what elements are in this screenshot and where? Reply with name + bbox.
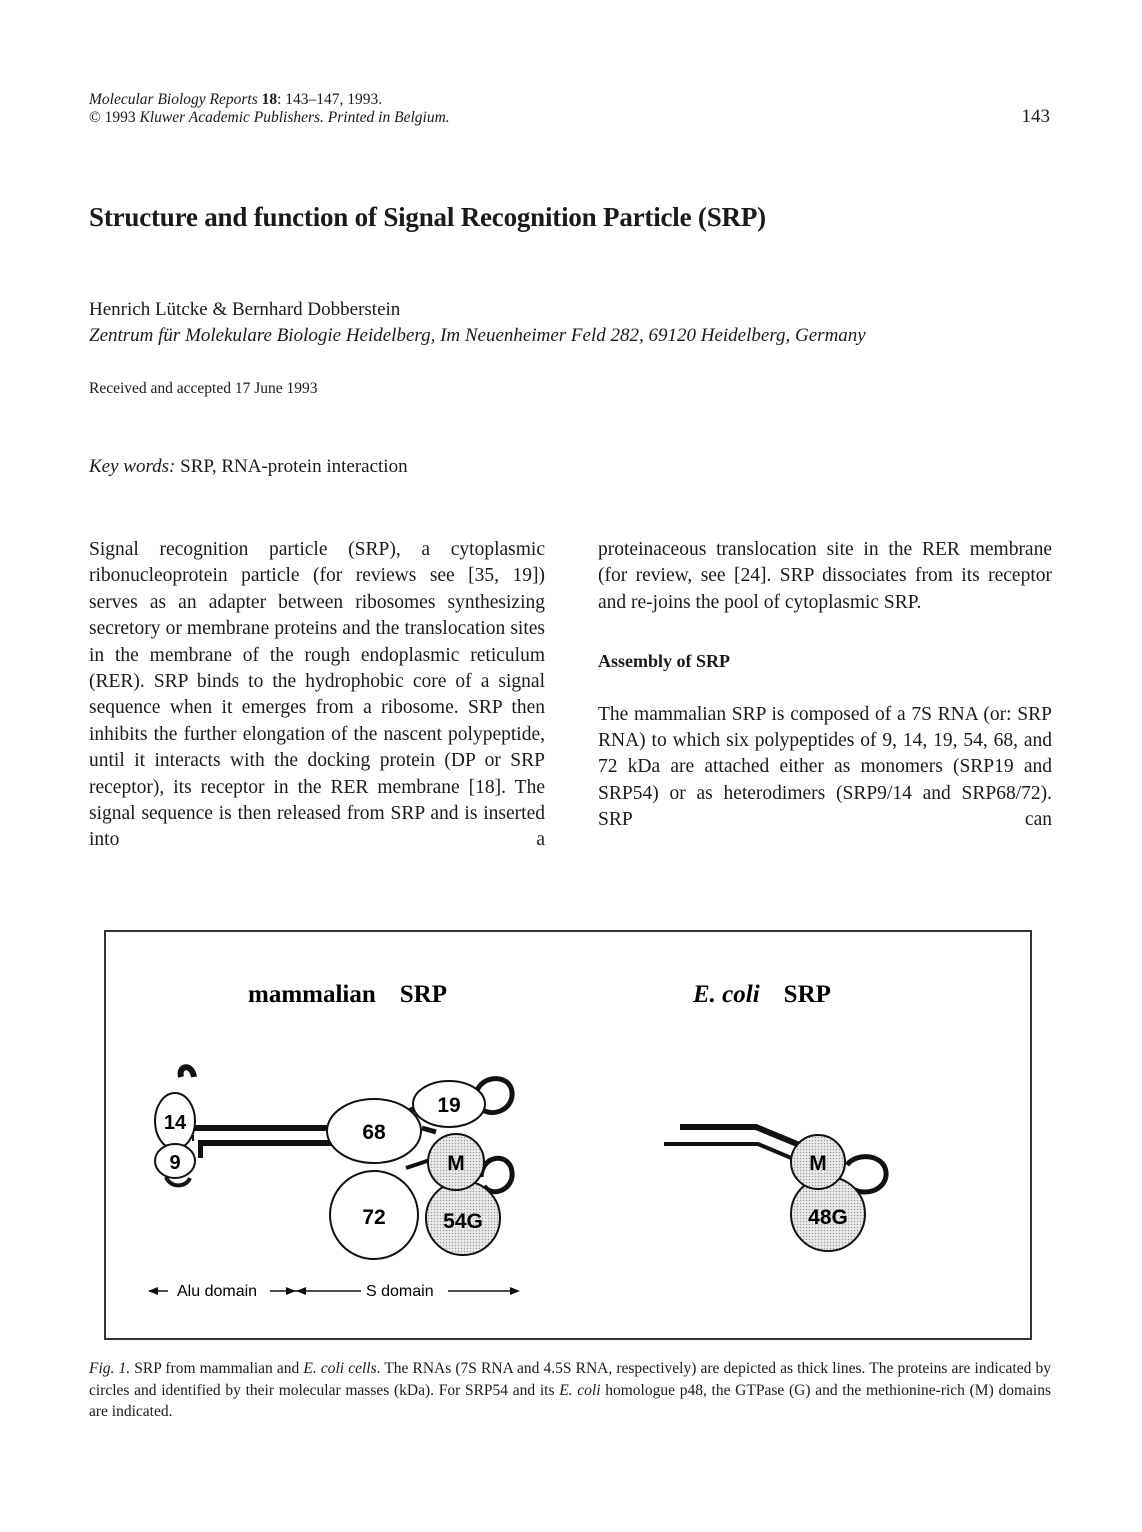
protein-48g-label: 48G xyxy=(808,1206,848,1229)
caption-italic: E. coli xyxy=(559,1381,601,1399)
figure-caption xyxy=(89,1358,1051,1423)
protein-14-label: 14 xyxy=(163,1112,187,1134)
figure-label: Fig. 1. xyxy=(89,1360,131,1377)
journal-header xyxy=(89,91,450,127)
body-column-right xyxy=(598,537,1052,834)
article-title: Structure and function of Signal Recognition Particle (SRP) xyxy=(89,202,766,232)
body-paragraph: proteinaceous translocation site in the RER membrane (for review, see [24]. SRP dissociates from its receptor and re-joins the pool of cytoplasmic SRP. xyxy=(598,539,1052,613)
mammalian-title: mammalian SRP xyxy=(248,981,448,1008)
keywords-text: SRP, RNA-protein interaction xyxy=(180,456,408,477)
body-column-left xyxy=(89,537,545,854)
protein-72-label: 72 xyxy=(362,1206,386,1229)
protein-19-label: 19 xyxy=(437,1094,461,1117)
caption-italic: E. coli cells xyxy=(303,1360,377,1377)
keywords xyxy=(89,456,408,478)
copyright-line xyxy=(89,109,450,127)
s-domain-label: S domain xyxy=(366,1283,434,1300)
page-number: 143 xyxy=(1021,106,1050,127)
protein-54g-label: 54G xyxy=(443,1210,483,1233)
caption-text: SRP from mammalian and xyxy=(130,1360,304,1377)
section-heading: Assembly of SRP xyxy=(598,651,731,672)
affiliation: Zentrum für Molekulare Biologie Heidelberg, Im Neuenheimer Feld 282, 69120 Heidelberg, Germany xyxy=(89,325,866,346)
protein-48-m-label: M xyxy=(809,1152,827,1175)
protein-68-label: 68 xyxy=(362,1121,386,1144)
copyright-year: 1993 xyxy=(104,109,136,126)
caption-text: . The RNAs (7S RNA and 4.5S RNA, respectively) are depicted as thick lines. The proteins are indicated by circles and identified by their molecular masses (kDa). For SRP54 and its xyxy=(89,1360,1051,1399)
caption-text: homologue p48, the GTPase (G) and the methionine-rich (M) domains are indicated. xyxy=(89,1381,1051,1420)
journal-name: Molecular Biology Reports xyxy=(89,91,258,108)
copyright-symbol: © xyxy=(89,109,101,126)
alu-domain-label: Alu domain xyxy=(177,1283,258,1300)
srp-figure xyxy=(106,932,1030,1338)
keywords-label: Key words: xyxy=(89,456,176,477)
protein-54-m-label: M xyxy=(447,1152,465,1175)
ecoli-title: E. coli SRP xyxy=(693,981,831,1008)
body-paragraph: The mammalian SRP is composed of a 7S RNA (or: SRP RNA) to which six polypeptides of 9, 14, 19, 54, 68, and 72 kDa are attached either as monomers (SRP19 and SRP54) or as heterodimers (SRP9/14 and SRP68/72). SRP can xyxy=(598,703,1052,831)
received-date: Received and accepted 17 June 1993 xyxy=(89,380,318,397)
protein-9-label: 9 xyxy=(169,1152,181,1174)
publisher: Kluwer Academic Publishers. Printed in Belgium. xyxy=(139,109,450,126)
pages-year: : 143–147, 1993. xyxy=(277,91,383,108)
body-paragraph: Signal recognition particle (SRP), a cytoplasmic ribonucleoprotein particle (for reviews see [35, 19]) serves as an adapter between ribosomes synthesizing secretory or membrane proteins and the translocation sites in the membrane of the rough endoplasmic reticulum (RER). SRP binds to the hydrophobic core of a signal sequence when it emerges from a ribosome. SRP then inhibits the further elongation of the nascent polypeptide, until it interacts with the docking protein (DP or SRP receptor), its receptor in the RER membrane [18]. The signal sequence is then released from SRP and is inserted into a xyxy=(89,539,545,851)
citation-line xyxy=(89,91,450,109)
authors: Henrich Lütcke & Bernhard Dobberstein xyxy=(89,299,401,320)
domain-axis xyxy=(148,1283,520,1300)
volume: 18 xyxy=(261,91,278,108)
4-5s-rna xyxy=(664,1127,886,1192)
